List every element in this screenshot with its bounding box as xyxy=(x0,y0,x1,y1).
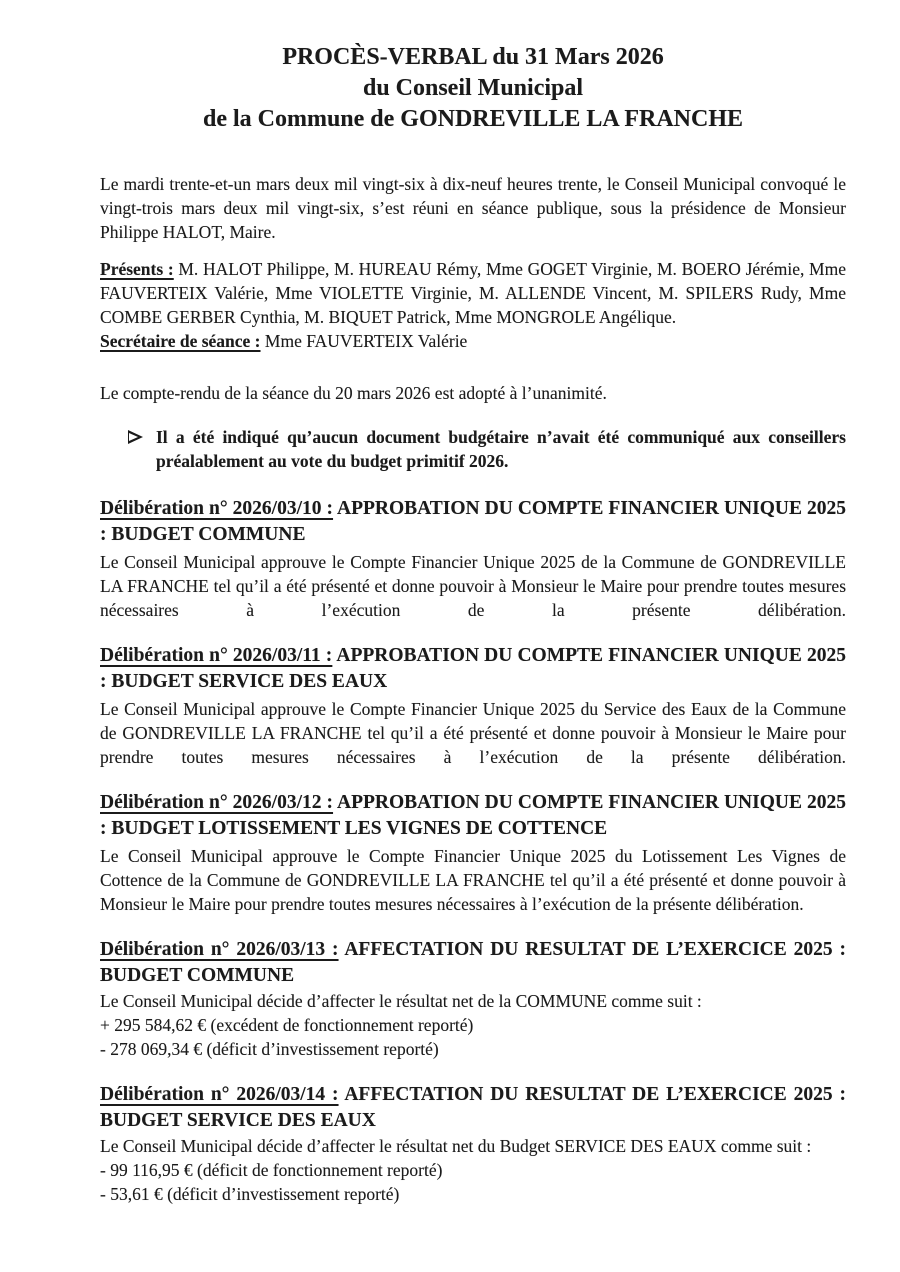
deliberation-heading xyxy=(100,790,846,842)
deliberation-ref: Délibération n° 2026/03/12 : xyxy=(100,792,334,813)
result-amount-line: - 278 069,34 € (déficit d’investissement reporté) xyxy=(100,1039,439,1059)
attendance-block xyxy=(100,257,846,353)
deliberation-body: Le Conseil Municipal approuve le Compte Financier Unique 2025 du Service des Eaux de la Commune de GONDREVILLE LA FRANCHE tel qu’il a été présenté et donne pouvoir à Monsieur le Maire pour prendre toutes mesures nécessaires à l’exécution de la présente délibération. xyxy=(100,699,846,767)
deliberation-2026-03-11 xyxy=(100,643,846,769)
title-line-2: du Conseil Municipal xyxy=(362,75,584,101)
deliberation-subject: APPROBATION DU COMPTE FINANCIER UNIQUE 2025 : BUDGET COMMUNE xyxy=(100,498,846,545)
deliberation-heading xyxy=(100,643,846,695)
deliberation-body: Le Conseil Municipal décide d’affecter le résultat net du Budget SERVICE DES EAUX comme suit : xyxy=(100,1136,812,1156)
deliberation-ref: Délibération n° 2026/03/10 : xyxy=(100,498,334,519)
deliberation-2026-03-13 xyxy=(100,937,846,1061)
adoption-line: Le compte-rendu de la séance du 20 mars 2026 est adopté à l’unanimité. xyxy=(100,383,607,403)
deliberation-heading xyxy=(100,937,846,989)
deliberation-subject: APPROBATION DU COMPTE FINANCIER UNIQUE 2025 : BUDGET SERVICE DES EAUX xyxy=(100,645,846,692)
deliberation-body: Le Conseil Municipal approuve le Compte Financier Unique 2025 du Lotissement Les Vignes de Cottence de la Commune de GONDREVILLE LA FRANCHE tel qu’il a été présenté et donne pouvoir à Monsieur le Maire pour prendre toutes mesures nécessaires à l’exécution de la présente délibération. xyxy=(100,846,846,914)
presents-label: Présents : xyxy=(100,259,174,279)
deliberation-subject: AFFECTATION DU RESULTAT DE L’EXERCICE 2025 : BUDGET SERVICE DES EAUX xyxy=(100,1084,846,1131)
deliberation-2026-03-12 xyxy=(100,790,846,916)
secretary-paragraph xyxy=(100,329,846,353)
deliberation-subject: AFFECTATION DU RESULTAT DE L’EXERCICE 2025 : BUDGET COMMUNE xyxy=(100,939,846,986)
result-amount-line: + 295 584,62 € (excédent de fonctionnement reporté) xyxy=(100,1015,474,1035)
document-title xyxy=(100,42,846,135)
remark-text: Il a été indiqué qu’aucun document budgétaire n’avait été communiqué aux conseillers préalablement au vote du budget primitif 2026. xyxy=(156,427,846,471)
deliberation-ref: Délibération n° 2026/03/11 : xyxy=(100,645,333,666)
deliberation-ref: Délibération n° 2026/03/14 : xyxy=(100,1084,339,1105)
title-line-3: de la Commune de GONDREVILLE LA FRANCHE xyxy=(202,106,744,132)
deliberation-2026-03-14 xyxy=(100,1082,846,1206)
title-line-1: PROCÈS-VERBAL du 31 Mars 2026 xyxy=(282,44,664,70)
deliberation-subject: APPROBATION DU COMPTE FINANCIER UNIQUE 2025 : BUDGET LOTISSEMENT LES VIGNES DE COTTENCE xyxy=(100,792,846,839)
deliberation-2026-03-10 xyxy=(100,496,846,622)
deliberation-ref: Délibération n° 2026/03/13 : xyxy=(100,939,339,960)
arrowhead-right-icon xyxy=(128,430,143,444)
deliberation-heading xyxy=(100,1082,846,1134)
remark-bullet xyxy=(128,425,846,473)
secretary-label: Secrétaire de séance : xyxy=(100,331,261,351)
presents-names: M. HALOT Philippe, M. HUREAU Rémy, Mme GOGET Virginie, M. BOERO Jérémie, Mme FAUVERTEIX Valérie, Mme VIOLETTE Virginie, M. ALLENDE Vincent, M. SPILERS Rudy, Mme COMBE GERBER Cynthia, M. BIQUET Patrick, Mme MONGROLE Angélique. xyxy=(100,259,846,327)
deliberation-body: Le Conseil Municipal décide d’affecter le résultat net de la COMMUNE comme suit : xyxy=(100,991,702,1011)
result-amount-line: - 99 116,95 € (déficit de fonctionnement reporté) xyxy=(100,1160,443,1180)
intro-paragraph: Le mardi trente-et-un mars deux mil vingt-six à dix-neuf heures trente, le Conseil Municipal convoqué le vingt-trois mars deux mil vingt-six, s’est réuni en séance publique, sous la présidence de Monsieur Philippe HALOT, Maire. xyxy=(100,174,846,242)
deliberation-heading xyxy=(100,496,846,548)
secretary-name: Mme FAUVERTEIX Valérie xyxy=(264,331,468,351)
result-amount-line: - 53,61 € (déficit d’investissement reporté) xyxy=(100,1184,400,1204)
deliberation-body: Le Conseil Municipal approuve le Compte Financier Unique 2025 de la Commune de GONDREVILLE LA FRANCHE tel qu’il a été présenté et donne pouvoir à Monsieur le Maire pour prendre toutes mesures nécessaires à l’exécution de la présente délibération. xyxy=(100,552,846,620)
presents-paragraph xyxy=(100,257,846,329)
page-content xyxy=(100,42,846,1206)
